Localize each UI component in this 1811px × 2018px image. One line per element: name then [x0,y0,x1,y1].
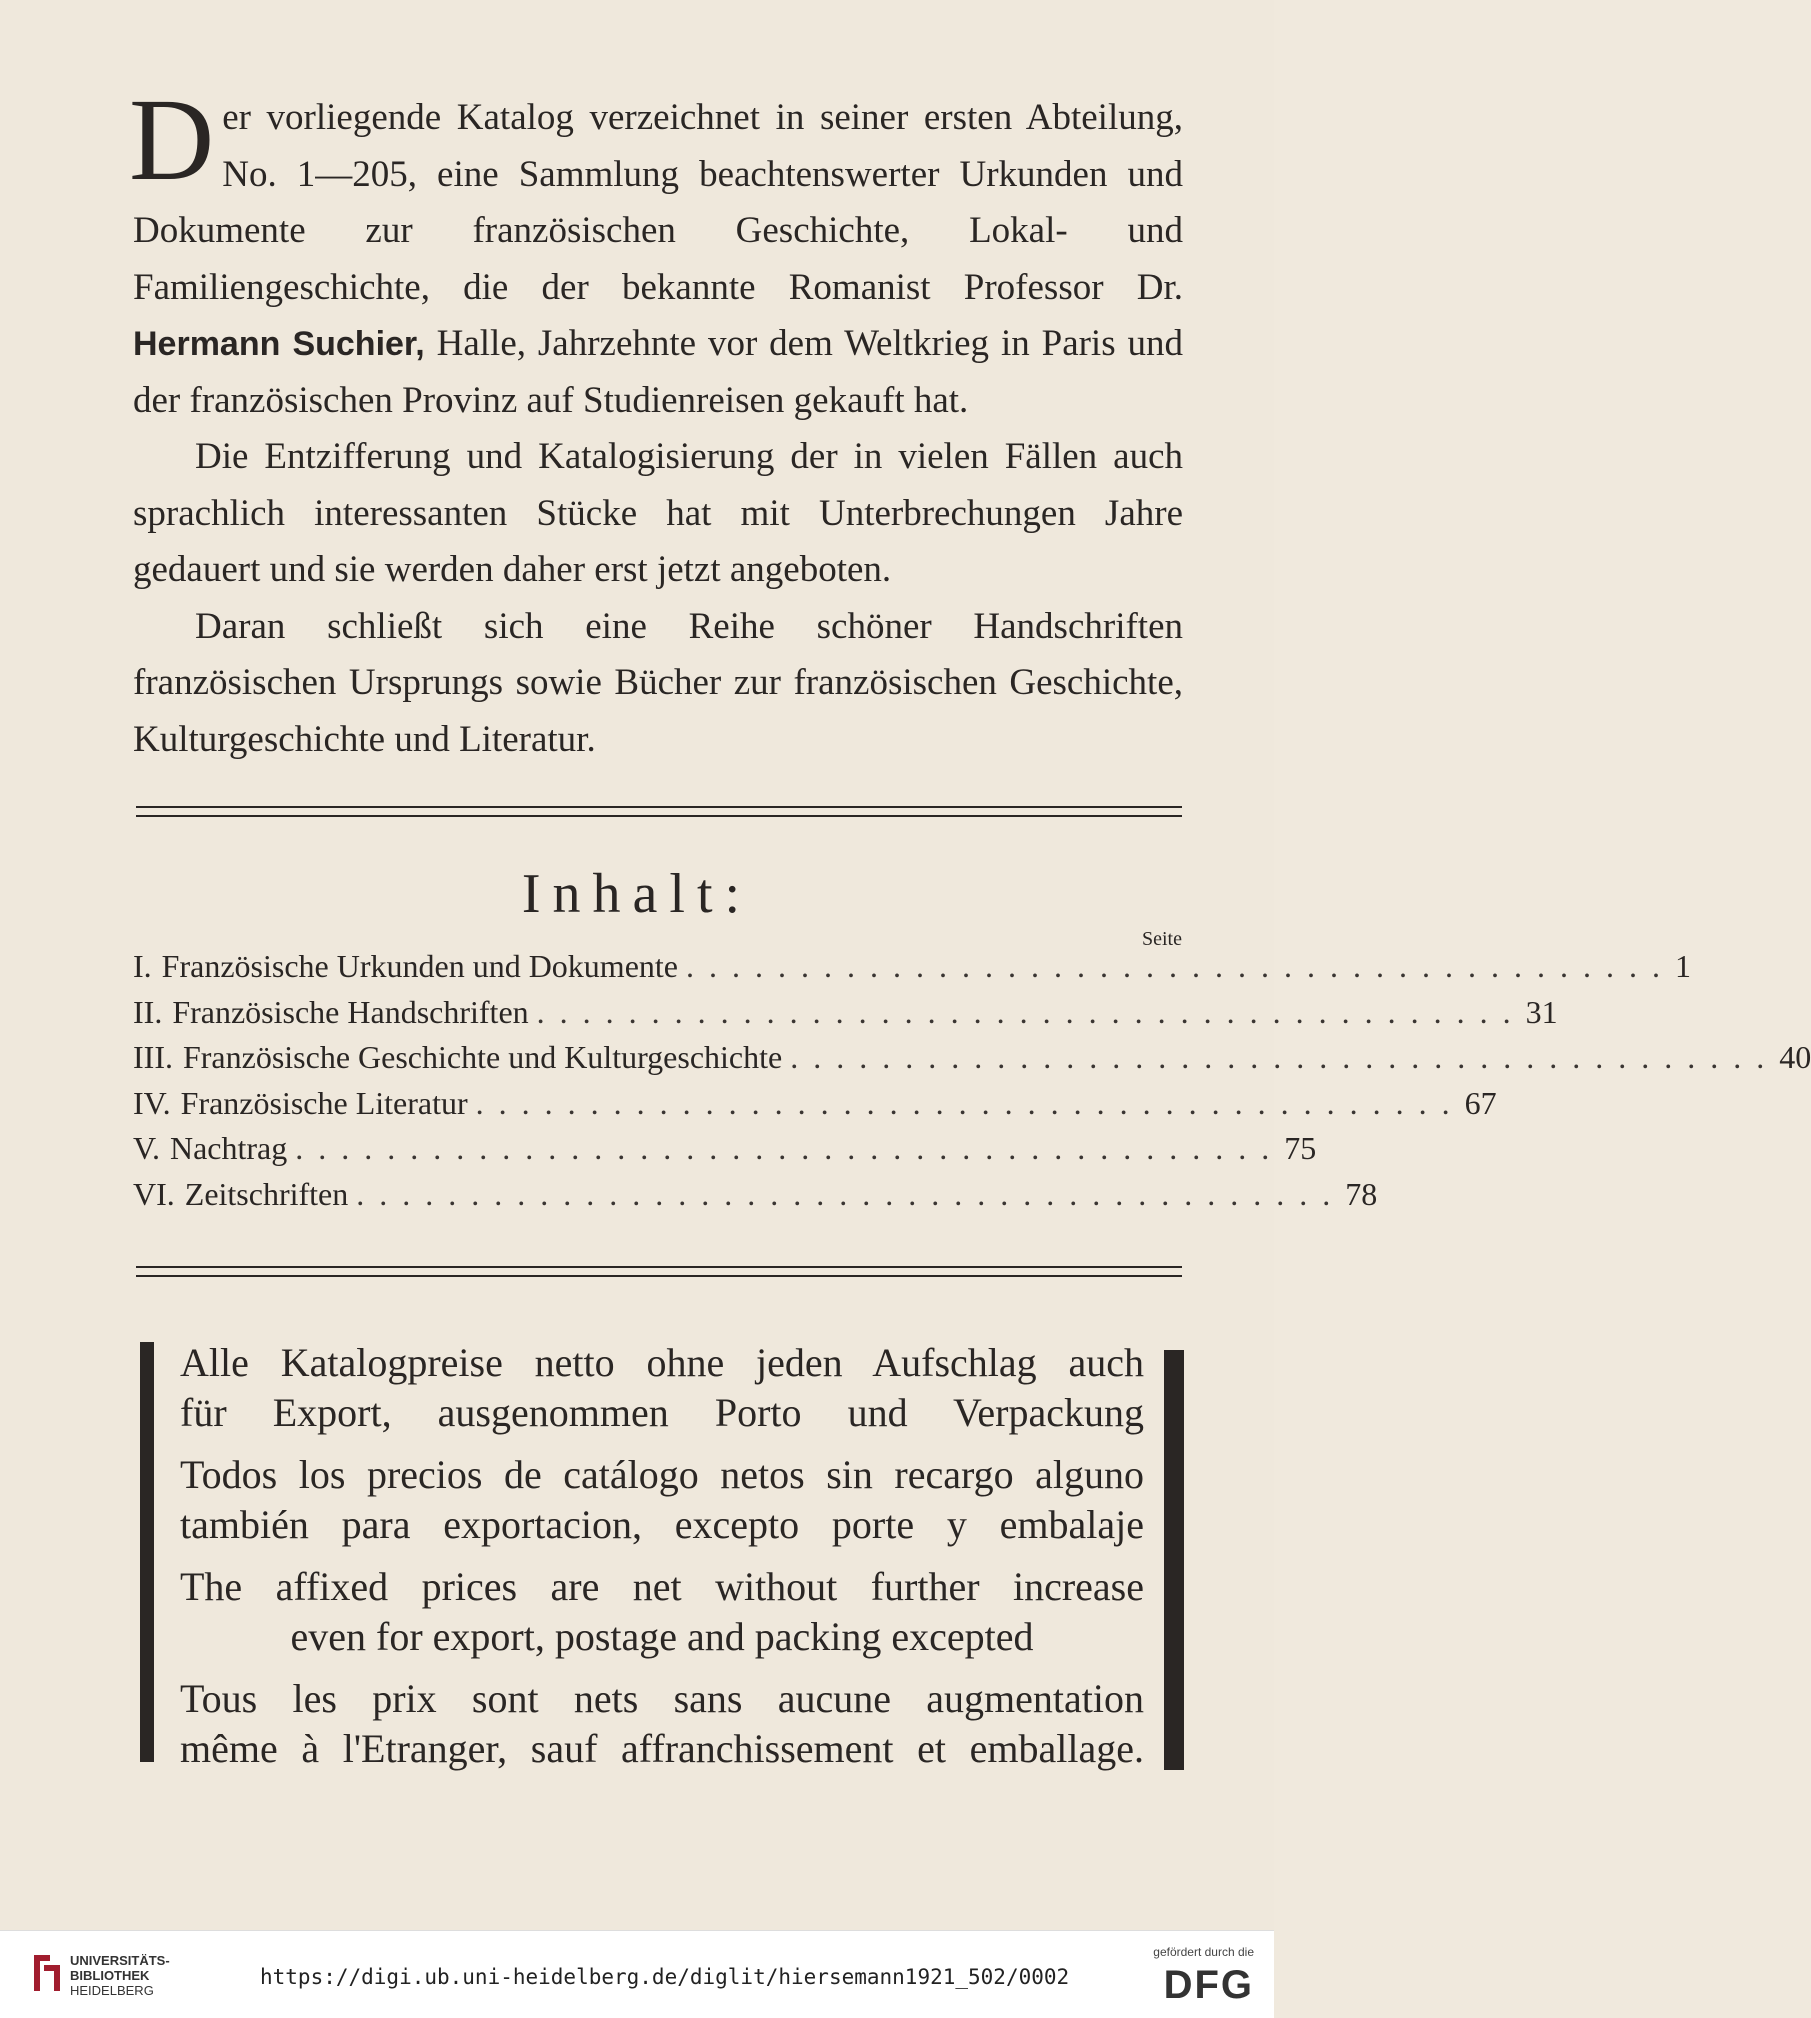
toc-row [133,948,1691,994]
toc-label: Nachtrag [169,1130,288,1166]
toc-page: 75 [1284,1130,1317,1166]
double-rule-top [136,806,1182,817]
notice-de-line-1: Alle Katalogpreise netto ohne jeden Aufschlag auch [180,1340,1144,1385]
notice-de-line-2: für Export, ausgenommen Porto und Verpackung [180,1390,1144,1435]
toc-label: Französische Handschriften [172,993,529,1030]
toc-leader-dots: ........................................... [685,948,1675,984]
toc-leader-dots: ........................................... [356,1175,1346,1212]
toc-label: Zeitschriften [184,1175,349,1212]
notice-bar-right [1164,1350,1184,1770]
author-name: Hermann Suchier, [133,325,425,363]
intro-paragraph-1 [129,74,1183,429]
permalink-url[interactable]: https://digi.ub.uni-heidelberg.de/diglit/hiersemann1921_502/0002 [260,1965,1070,1989]
notice-bar-left [140,1342,154,1762]
toc-page: 31 [1525,993,1558,1030]
toc-row [133,1084,1497,1131]
toc-leader-dots: ........................................... [536,993,1526,1030]
toc-number: IV. [133,1084,171,1121]
drop-cap: D [129,74,215,205]
price-notice-box [140,1338,1184,1771]
toc-label: Französische Geschichte und Kulturgeschichte [182,1039,783,1075]
toc-page: 67 [1464,1084,1497,1121]
toc-row [133,993,1558,1040]
notice-es-line-1: Todos los precios de catálogo netos sin recargo alguno [180,1452,1144,1497]
notice-text [180,1338,1144,1774]
intro-paragraph-3: Daran schließt sich eine Reihe schöner Handschriften französischen Ursprungs sowie Bücher zur französischen Geschichte, Kulturgeschichte und Literatur. [133,605,1183,760]
toc-leader-dots: ........................................... [475,1084,1465,1121]
notice-fr-line-1: Tous les prix sont nets sans aucune augmentation [180,1676,1144,1721]
toc-page: 1 [1674,948,1691,984]
library-logo-icon [30,1951,64,1995]
toc-number: VI. [133,1175,175,1212]
funded-by-label: gefördert durch die [1153,1945,1254,1959]
toc-page-header: Seite [1142,928,1182,950]
notice-en-line-1: The affixed prices are net without further increase [180,1564,1144,1609]
double-rule-bottom [136,1266,1182,1277]
toc-leader-dots: ........................................... [790,1039,1780,1075]
intro-p1-part1: er vorliegende Katalog verzeichnet in seiner ersten Abteilung, No. 1—205, eine Sammlung beachtenswerter Urkunden und Dokumente zur französischen Geschichte, Lokal- und Familiengeschichte, die der bekannte Romanist Professor Dr. [133,97,1183,308]
toc-page: 78 [1345,1175,1378,1212]
notice-es-line-2: también para exportacion, excepto porte y embalaje [180,1502,1144,1547]
toc-number: I. [133,948,152,984]
funder-logo: DFG [1163,1963,1254,2007]
table-of-contents [133,948,1811,1221]
toc-row [133,1130,1317,1176]
toc-row [133,1039,1811,1085]
notice-fr-line-2: même à l'Etranger, sauf affranchissement et emballage. [180,1726,1144,1771]
toc-label: Französische Urkunden und Dokumente [161,948,678,984]
toc-number: III. [133,1039,173,1075]
notice-en-line-2: even for export, postage and packing excepted [290,1614,1034,1659]
toc-label: Französische Literatur [180,1084,468,1121]
toc-title: Inhalt: [521,863,753,925]
intro-paragraph-2: Die Entzifferung und Katalogisierung der in vielen Fällen auch sprachlich interessanten Stücke hat mit Unterbrechungen Jahre gedauert und sie werden daher erst jetzt angeboten. [133,436,1183,590]
intro-p1-part2: Halle, Jahrzehnte vor dem Weltkrieg in Paris und der französischen Provinz auf Studienreisen gekauft hat. [133,323,1183,421]
intro-text [129,74,1183,768]
toc-number: V. [133,1130,160,1166]
viewer-footer [0,1930,1274,2018]
toc-leader-dots: ........................................... [295,1130,1285,1166]
toc-number: II. [133,993,163,1030]
toc-page: 40 [1779,1039,1811,1075]
toc-row [133,1175,1378,1222]
library-name: UNIVERSITÄTS- BIBLIOTHEK HEIDELBERG [70,1953,170,1998]
